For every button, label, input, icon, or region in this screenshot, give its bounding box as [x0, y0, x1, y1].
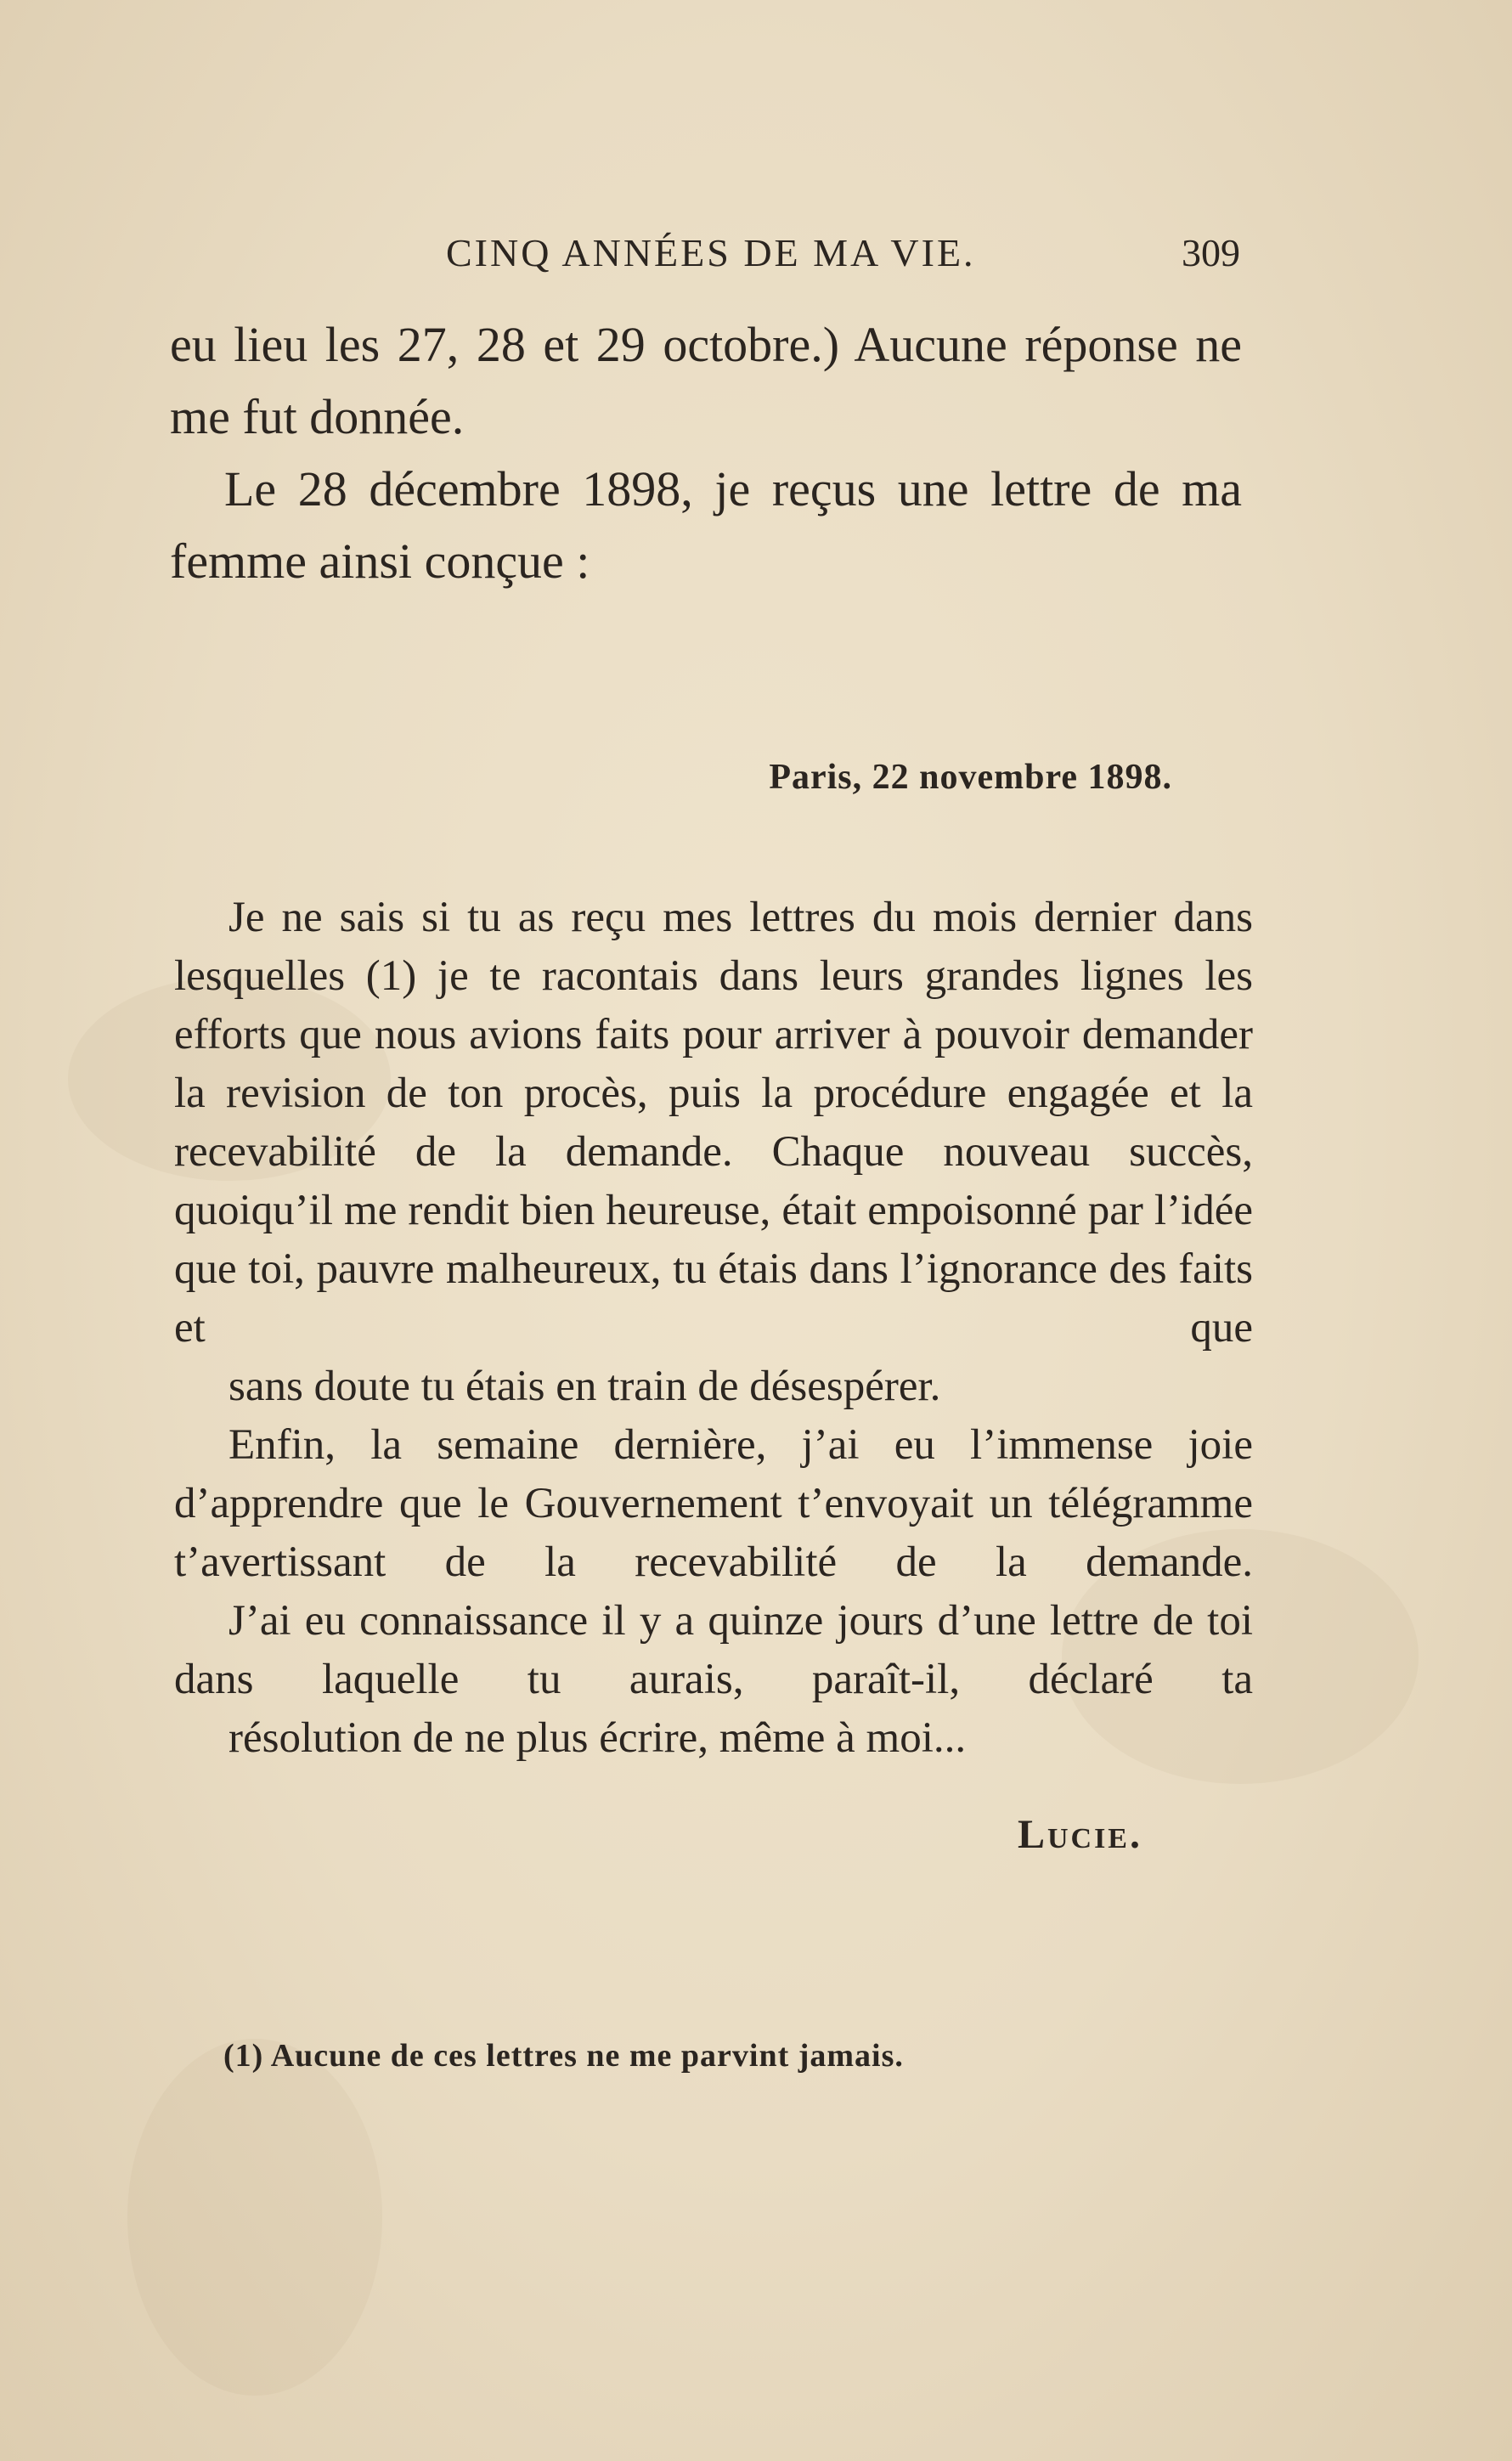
- letter-paragraph-last-line: sans doute tu étais en train de désespérer.: [228, 1363, 941, 1410]
- body-paragraph-1: [170, 308, 1242, 453]
- letter-paragraph-1: [174, 889, 1253, 1416]
- letter-paragraph-last-line: résolution de ne plus écrire, même à moi...: [228, 1714, 967, 1762]
- letter-paragraph-text: J’ai eu connaissance il y a quinze jours d’une lettre de toi dans laquelle tu aurais, paraît-il, déclaré ta: [174, 1597, 1253, 1703]
- letter-body: [174, 889, 1253, 1768]
- page-number: 309: [1182, 231, 1240, 274]
- letter-paragraph-2: [174, 1416, 1253, 1592]
- letter-signature: Lucie.: [1017, 1812, 1142, 1857]
- paper-stain: [127, 2039, 382, 2396]
- body-paragraph-2: [170, 453, 1242, 597]
- body-paragraph-text: Le 28 décembre 1898, je reçus une lettre de ma femme ainsi conçue :: [170, 461, 1242, 589]
- letter-paragraph-3: [174, 1592, 1253, 1768]
- page-header: [446, 228, 1240, 279]
- running-title: CINQ ANNÉES DE MA VIE.: [446, 231, 976, 274]
- body-paragraph-text: eu lieu les 27, 28 et 29 octobre.) Aucune réponse ne me fut donnée.: [170, 317, 1242, 444]
- footnote: (1) Aucune de ces lettres ne me parvint jamais.: [223, 2038, 904, 2074]
- letter-date-line: Paris, 22 novembre 1898.: [769, 758, 1172, 797]
- letter-paragraph-text: Je ne sais si tu as reçu mes lettres du mois dernier dans lesquelles (1) je te racontais dans leurs grandes lignes les efforts que nous avions faits pour arriver à pouvoir demander la revision de ton procès, puis la procédure engagée et la recevabilité de la demande. Chaque nouveau succès, quoiqu’il me rendit bien heureuse, était empoisonné par l’idée que toi, pauvre malheureux, tu étais dans l’ignorance des faits et que: [174, 894, 1253, 1352]
- letter-paragraph-text: Enfin, la semaine dernière, j’ai eu l’immense joie d’apprendre que le Gouvernement t’envoyait un télégramme t’avertissant de la recevabilité de la demande.: [174, 1421, 1253, 1586]
